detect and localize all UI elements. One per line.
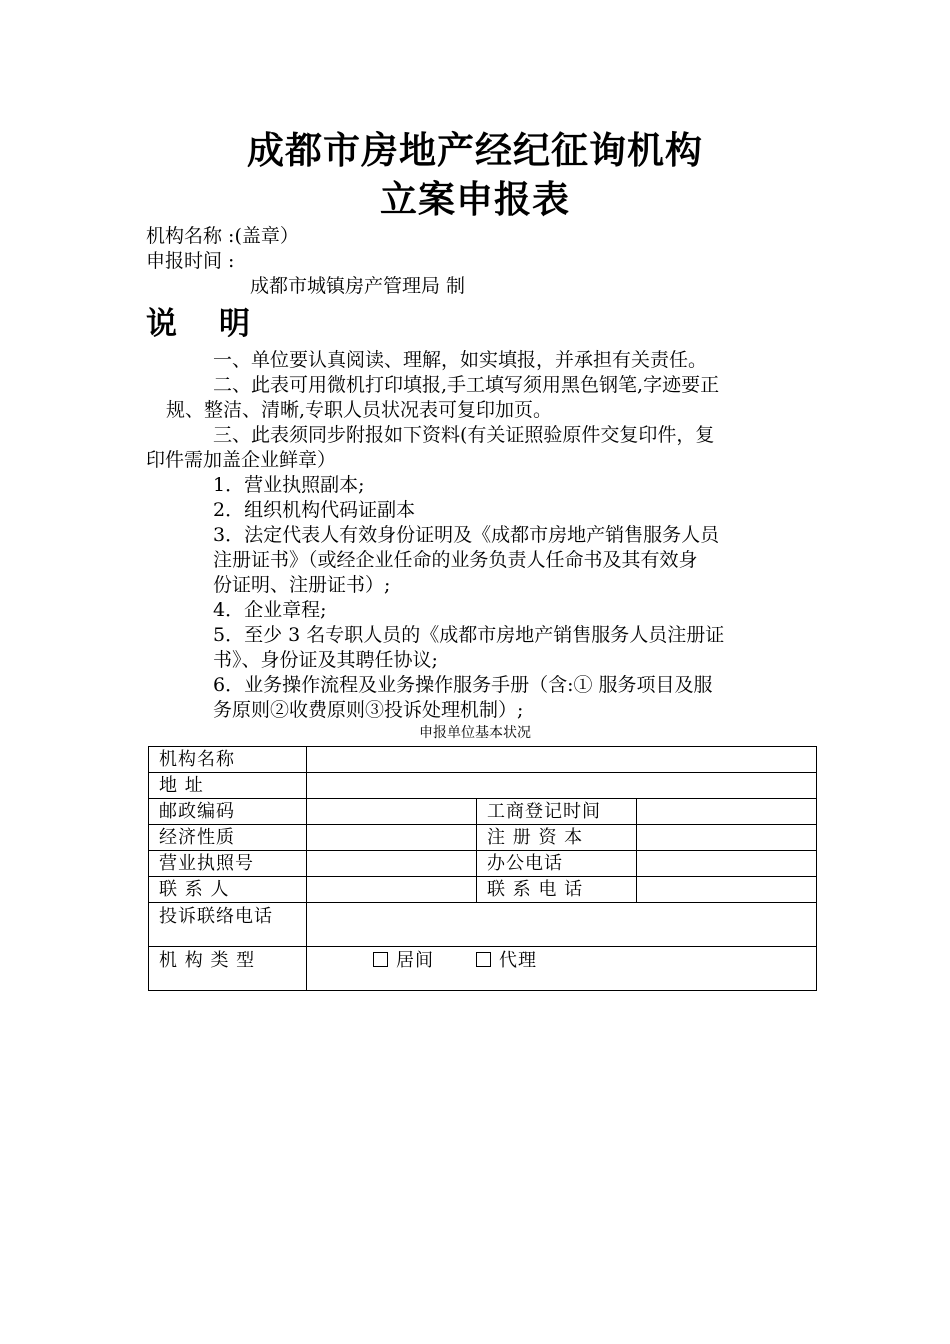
- registered-capital-label: 注 册 资 本: [477, 825, 637, 851]
- attachment-1: 1．营业执照副本;: [213, 474, 365, 496]
- table-row: [149, 877, 817, 903]
- instruction-item-2-line-1: 二、此表可用微机打印填报,手工填写须用黑色钢笔,字迹要正: [213, 374, 720, 396]
- postal-code-field[interactable]: [307, 799, 477, 825]
- business-reg-time-field[interactable]: [637, 799, 817, 825]
- contact-phone-field[interactable]: [637, 877, 817, 903]
- office-phone-field[interactable]: [637, 851, 817, 877]
- attachment-2: 2．组织机构代码证副本: [213, 499, 416, 521]
- attachment-6-line-2: 务原则②收费原则③投诉处理机制）;: [213, 699, 524, 721]
- org-type-label: 机 构 类 型: [149, 947, 307, 991]
- heading-char-1: 说: [146, 306, 177, 342]
- report-time-label: 申报时间 :: [146, 250, 235, 272]
- complaint-phone-label: 投诉联络电话: [149, 903, 307, 947]
- business-reg-time-label: 工商登记时间: [477, 799, 637, 825]
- title-line-1: 成都市房地产经纪征询机构: [247, 129, 703, 172]
- brokerage-option[interactable]: [373, 949, 434, 973]
- contact-person-label: 联 系 人: [149, 877, 307, 903]
- org-type-options: [307, 947, 817, 991]
- basic-info-table: [148, 746, 817, 991]
- complaint-phone-field[interactable]: [307, 903, 817, 947]
- table-row: [149, 903, 817, 947]
- contact-person-field[interactable]: [307, 877, 477, 903]
- attachment-5-line-1: 5．至少 3 名专职人员的《成都市房地产销售服务人员注册证: [213, 624, 725, 646]
- table-row: [149, 747, 817, 773]
- table-row: [149, 851, 817, 877]
- address-label: 地 址: [149, 773, 307, 799]
- checkbox-icon[interactable]: [373, 952, 388, 967]
- org-name-label: 机构名称: [149, 747, 307, 773]
- license-no-label: 营业执照号: [149, 851, 307, 877]
- title-line-2: 立案申报表: [380, 178, 570, 221]
- instruction-item-2-line-2: 规、整洁、清晰,专职人员状况表可复印加页。: [166, 399, 553, 421]
- org-name-seal-label: 机构名称 :(盖章）: [146, 225, 299, 247]
- checkbox-icon[interactable]: [476, 952, 491, 967]
- attachment-6-line-1: 6．业务操作流程及业务操作服务手册（含:① 服务项目及服: [213, 674, 713, 696]
- table-row: [149, 799, 817, 825]
- attachment-3-line-3: 份证明、注册证书）;: [213, 574, 391, 596]
- table-row: [149, 947, 817, 991]
- agency-option-label: 代理: [499, 950, 537, 971]
- brokerage-option-label: 居间: [396, 950, 434, 971]
- economic-nature-field[interactable]: [307, 825, 477, 851]
- registered-capital-field[interactable]: [637, 825, 817, 851]
- instruction-item-1: 一、单位要认真阅读、理解，如实填报，并承担有关责任。: [213, 349, 708, 371]
- instructions-heading: [146, 305, 250, 343]
- attachment-3-line-1: 3．法定代表人有效身份证明及《成都市房地产销售服务人员: [213, 524, 720, 546]
- table-caption: 申报单位基本状况: [419, 725, 531, 741]
- org-name-field[interactable]: [307, 747, 817, 773]
- economic-nature-label: 经济性质: [149, 825, 307, 851]
- address-field[interactable]: [307, 773, 817, 799]
- license-no-field[interactable]: [307, 851, 477, 877]
- heading-char-2: 明: [219, 306, 250, 342]
- instruction-item-3-line-1: 三、此表须同步附报如下资料(有关证照验原件交复印件，复: [213, 424, 715, 446]
- instruction-item-3-line-2: 印件需加盖企业鲜章）: [146, 449, 337, 471]
- attachment-5-line-2: 书》、身份证及其聘任协议;: [213, 649, 438, 671]
- table-row: [149, 825, 817, 851]
- attachment-3-line-2: 注册证书》（或经企业任命的业务负责人任命书及其有效身: [213, 549, 698, 571]
- office-phone-label: 办公电话: [477, 851, 637, 877]
- attachment-4: 4．企业章程;: [213, 599, 327, 621]
- table-row: [149, 773, 817, 799]
- postal-code-label: 邮政编码: [149, 799, 307, 825]
- agency-option[interactable]: [476, 949, 537, 973]
- contact-phone-label: 联 系 电 话: [477, 877, 637, 903]
- issuer-line: 成都市城镇房产管理局 制: [250, 275, 466, 297]
